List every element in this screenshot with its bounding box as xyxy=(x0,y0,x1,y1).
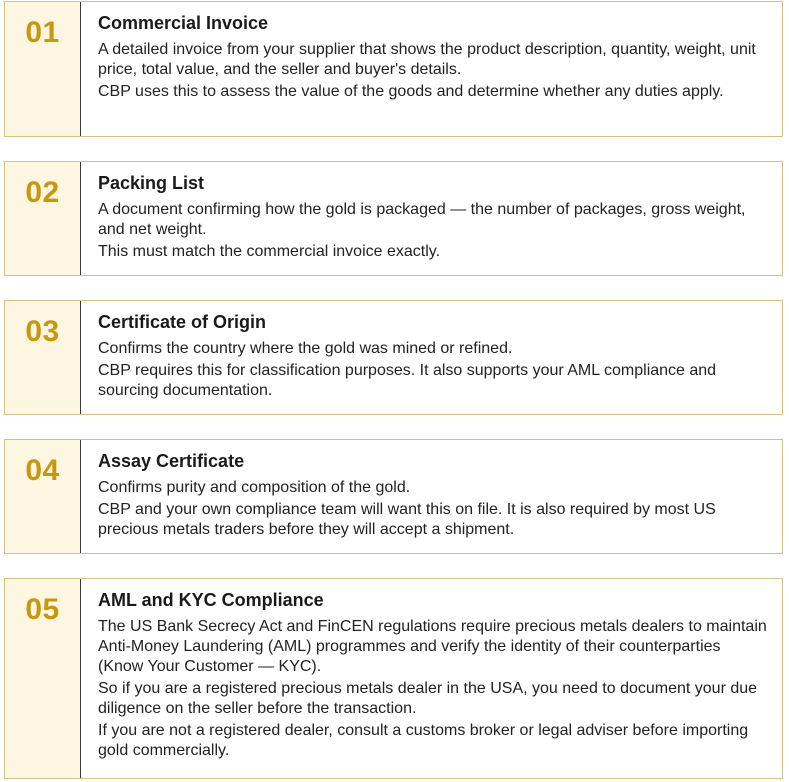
card-number-cell xyxy=(5,2,81,136)
card-number-cell xyxy=(5,440,81,553)
card-number-cell xyxy=(5,162,81,275)
document-card-packing-list xyxy=(4,161,783,276)
card-number: 01 xyxy=(25,16,60,49)
card-paragraph: CBP and your own compliance team will want this on file. It is also required by most US precious metals traders before they will accept a shipment. xyxy=(98,501,716,538)
card-paragraph: Confirms the country where the gold was mined or refined. xyxy=(98,340,513,357)
card-title: Assay Certificate xyxy=(98,451,245,471)
card-paragraph: If you are not a registered dealer, consult a customs broker or legal adviser before importing gold commercially. xyxy=(98,722,749,759)
card-number-cell xyxy=(5,579,81,778)
card-title: Commercial Invoice xyxy=(98,13,269,33)
document-card-aml-kyc-compliance xyxy=(4,578,783,779)
card-number: 03 xyxy=(25,315,60,348)
card-number: 05 xyxy=(25,593,60,626)
document-card-certificate-of-origin xyxy=(4,300,783,415)
card-number: 04 xyxy=(25,454,60,487)
card-paragraph: A document confirming how the gold is packaged — the number of packages, gross weight, and net weight. xyxy=(98,201,746,238)
document-card-commercial-invoice xyxy=(4,1,783,137)
card-content xyxy=(81,579,782,778)
card-paragraph: CBP uses this to assess the value of the goods and determine whether any duties apply. xyxy=(98,83,724,100)
card-paragraph: This must match the commercial invoice exactly. xyxy=(98,243,441,260)
card-title: Packing List xyxy=(98,173,205,193)
card-paragraph: A detailed invoice from your supplier that shows the product description, quantity, weight, unit price, total value, and the seller and buyer's details. xyxy=(98,41,756,78)
card-paragraph: The US Bank Secrecy Act and FinCEN regulations require precious metals dealers to maintain Anti-Money Laundering (AML) programmes and verify the identity of their counterparties (Know Your Customer — KYC). xyxy=(98,618,767,675)
card-content xyxy=(81,301,782,414)
card-number: 02 xyxy=(25,176,60,209)
document-card-assay-certificate xyxy=(4,439,783,554)
card-content xyxy=(81,2,782,136)
card-paragraph: So if you are a registered precious metals dealer in the USA, you need to document your due diligence on the seller before the transaction. xyxy=(98,680,758,717)
card-title: Certificate of Origin xyxy=(98,312,267,332)
card-paragraph: CBP requires this for classification purposes. It also supports your AML compliance and sourcing documentation. xyxy=(98,362,717,399)
card-paragraph: Confirms purity and composition of the gold. xyxy=(98,479,411,496)
card-title: AML and KYC Compliance xyxy=(98,590,324,610)
card-content xyxy=(81,440,782,553)
card-number-cell xyxy=(5,301,81,414)
card-content xyxy=(81,162,782,275)
